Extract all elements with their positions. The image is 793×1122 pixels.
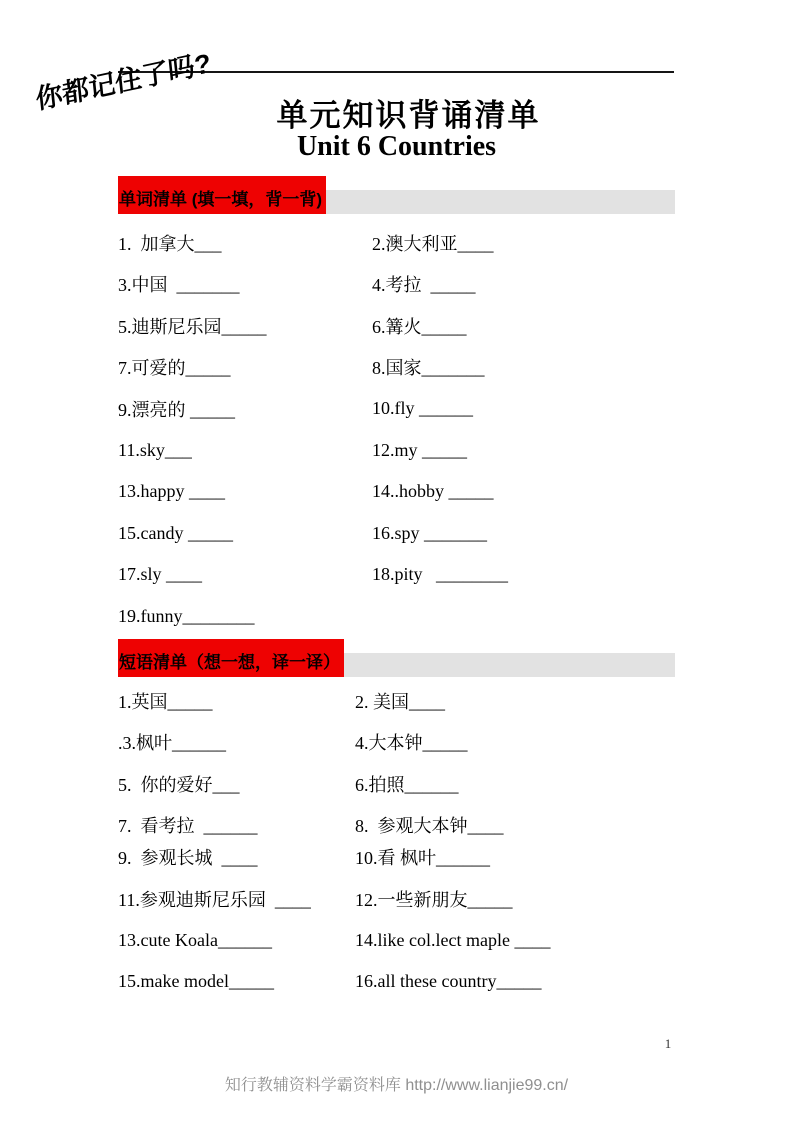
word-item-left: 11.sky___ (118, 439, 192, 460)
phrase-item-right: 4.大本钟_____ (355, 733, 468, 754)
word-item-left: 15.candy _____ (118, 522, 233, 543)
list-item (118, 878, 718, 920)
phrase-item-left: 7. 看考拉 ______ (118, 816, 258, 837)
list-item (118, 837, 718, 879)
list-item (118, 264, 718, 306)
word-item-left: 7.可爱的_____ (118, 358, 231, 379)
word-item-left: 19.funny________ (118, 605, 255, 626)
list-item (118, 763, 718, 805)
word-item-left: 1. 加拿大___ (118, 233, 222, 254)
phrase-item-left: 1.英国_____ (118, 691, 213, 712)
phrase-item-left: .3.枫叶______ (118, 733, 226, 754)
phrase-item-left: 11.参观迪斯尼乐园 ____ (118, 889, 311, 910)
word-item-right: 10.fly ______ (372, 398, 473, 419)
word-item-right: 18.pity ________ (372, 564, 509, 585)
phrase-section-banner (118, 639, 675, 677)
phrase-item-right: 16.all these country_____ (355, 971, 542, 992)
phrase-section-bar (344, 653, 675, 677)
list-item (118, 305, 718, 347)
phrase-item-left: 13.cute Koala______ (118, 929, 272, 950)
phrase-item-right: 10.看 枫叶______ (355, 848, 490, 869)
page-number: 1 (664, 1036, 672, 1051)
word-list (118, 222, 718, 637)
footer-text: 知行教辅资料学霸资料库 http://www.lianjie99.cn/ (224, 1077, 569, 1094)
word-item-right: 12.my _____ (372, 439, 468, 460)
word-item-right: 16.spy _______ (372, 522, 488, 543)
word-item-right: 6.篝火_____ (372, 316, 467, 337)
list-item (118, 513, 718, 555)
word-item-left: 5.迪斯尼乐园_____ (118, 316, 267, 337)
word-item-left: 9.漂亮的 _____ (118, 399, 235, 420)
word-item-right: 2.澳大利亚____ (372, 233, 494, 254)
word-section-heading: 单词清单 (填一填，背一背) (118, 176, 326, 214)
phrase-item-left: 5. 你的爱好___ (118, 774, 240, 795)
list-item (118, 222, 718, 264)
word-item-left: 3.中国 _______ (118, 275, 240, 296)
unit-title: Unit 6 Countries (296, 131, 497, 162)
word-item-right: 4.考拉 _____ (372, 275, 476, 296)
word-item-left: 17.sly ____ (118, 564, 203, 585)
word-item-right: 8.国家_______ (372, 358, 485, 379)
list-item (118, 347, 718, 389)
list-item (118, 554, 718, 596)
phrase-section-heading: 短语清单（想一想，译一译） (118, 639, 344, 677)
word-item-right: 14..hobby _____ (372, 481, 494, 502)
phrase-item-right: 14.like col.lect maple ____ (355, 929, 551, 950)
word-section-bar (326, 190, 675, 214)
phrase-item-right: 12.一些新朋友_____ (355, 889, 513, 910)
page-title: 单元知识背诵清单 (276, 98, 541, 133)
list-item (118, 722, 718, 764)
list-item (118, 388, 718, 430)
phrase-list (118, 680, 718, 1003)
list-item (118, 471, 718, 513)
phrase-item-right: 2. 美国____ (355, 691, 445, 712)
phrase-item-right: 8. 参观大本钟____ (355, 816, 504, 837)
phrase-item-left: 9. 参观长城 ____ (118, 848, 258, 869)
list-item (118, 596, 718, 638)
list-item (118, 680, 718, 722)
list-item (118, 961, 718, 1003)
phrase-item-right: 6.拍照______ (355, 774, 459, 795)
list-item (118, 920, 718, 962)
list-item (118, 430, 718, 472)
phrase-item-left: 15.make model_____ (118, 971, 274, 992)
stamp-text: 你都记住了吗? (34, 47, 213, 115)
word-section-banner (118, 176, 675, 214)
word-item-left: 13.happy ____ (118, 481, 225, 502)
